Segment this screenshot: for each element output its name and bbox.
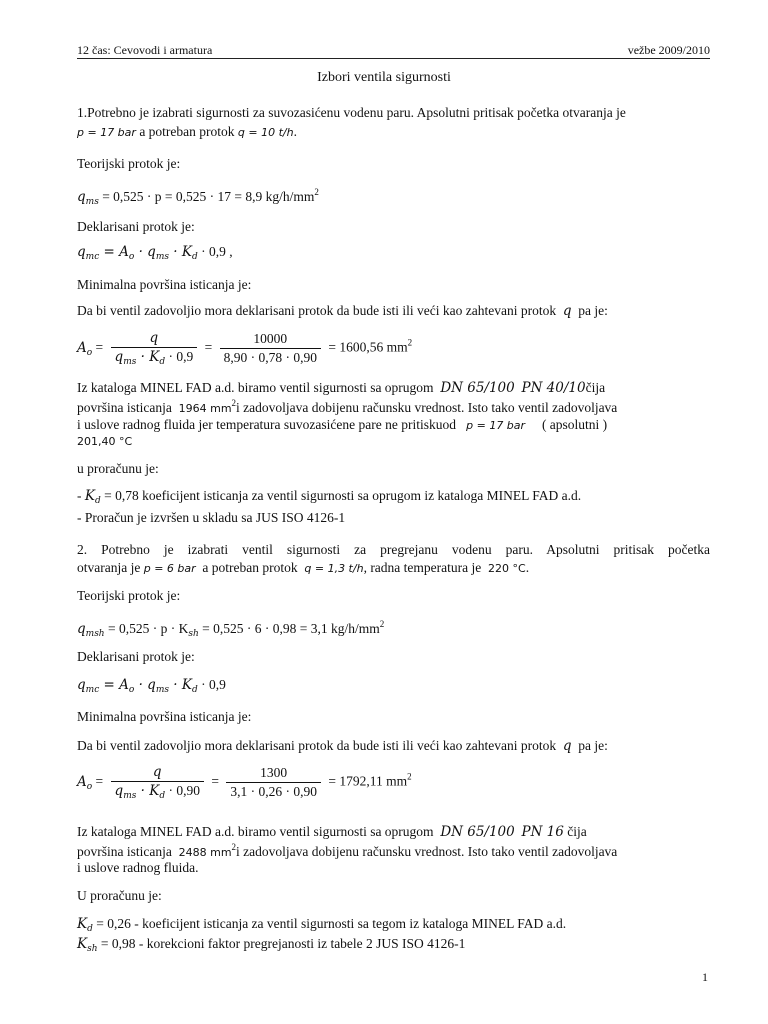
p2-ao-den-tail: · 0,90 — [165, 783, 200, 798]
p2-qmc-symbol: q — [77, 677, 86, 693]
p2-ao-den-value: 3,1 · 0,26 · 0,90 — [230, 784, 317, 799]
p1-catalog-line3 — [77, 417, 607, 433]
p2-qmc-q: · q — [134, 677, 156, 693]
p1-ao-fraction-values — [220, 331, 321, 366]
p2-area: 2488 mm — [178, 846, 232, 859]
p1-area-sup: 2 — [231, 398, 237, 408]
p1-ao-den-k-sub: d — [159, 357, 166, 367]
p1-ao-result-sup: 2 — [407, 337, 413, 348]
p2-catalog-line2 — [77, 842, 617, 860]
p2-cat2-text: površina isticanja — [77, 844, 172, 859]
p1-ao-den-k: · K — [136, 349, 160, 365]
p2-ao-result-sup: 2 — [407, 771, 412, 782]
p1-temp-value: 201,40 °C — [77, 435, 133, 448]
p1-area: 1964 mm — [178, 402, 232, 415]
p2-intro-line1: 2. Potrebno je izabrati ventil sigurnosti za pregrejanu vodenu paru. Apsolutni pritisak početka — [77, 542, 710, 557]
p2-qmsh-equation — [77, 619, 384, 639]
p2-ao-fraction — [111, 764, 204, 801]
p1-dn: DN 65/100 — [440, 380, 515, 396]
p2-catalog-line1 — [77, 824, 587, 840]
p1-qmc-q: · q — [134, 244, 156, 260]
p1-intro-end: . — [293, 124, 297, 139]
p2-intro-b1: otvaranja je — [77, 560, 141, 575]
p1-cat3-pressure: p = 17 bar — [466, 419, 526, 432]
p1-kd-sub: d — [94, 496, 101, 506]
p2-qmc-equation — [77, 677, 226, 695]
p2-condition — [77, 738, 608, 754]
p2-cond-text: Da bi ventil zadovoljio mora deklarisani protok da bude isti ili veći kao zahtevani protok — [77, 738, 557, 753]
p1-qms-sup: 2 — [314, 187, 319, 197]
p2-pressure: p = 6 bar — [143, 562, 196, 575]
p2-ao-symbol: $A_o$ — [77, 773, 93, 792]
p2-qmc-tail: · 0,9 — [197, 677, 226, 692]
p2-cat2-end: i zadovoljava dobijenu računsku vrednost. Isto tako ventil zadovoljava — [236, 844, 618, 859]
p2-kd-symbol: K — [77, 916, 88, 932]
p1-ao-symbol: $A_o$ — [77, 339, 93, 358]
p2-intro-b2: a potreban protok — [202, 560, 298, 575]
p2-intro-b4: . — [525, 560, 530, 575]
p2-qmc-k: · K — [168, 677, 192, 693]
p2-ao-num: q — [111, 764, 204, 782]
p2-ao-den-q: q — [114, 783, 124, 799]
p2-qmc-q-sub: ms — [155, 685, 169, 695]
p1-intro-line1: 1.Potrebno je izabrati sigurnosti za suvozasićenu vodenu paru. Apsolutni pritisak početka otvaranja je — [77, 105, 626, 120]
p2-area-sup: 2 — [231, 842, 237, 852]
p1-uproc: u proračunu je: — [77, 461, 159, 476]
p2-dekl-label: Deklarisani protok je: — [77, 649, 195, 664]
p2-qmc-sub: mc — [85, 685, 100, 695]
p1-qms-equation — [77, 187, 319, 207]
p2-ksh-sub: sh — [87, 944, 98, 954]
p2-teor-label: Teorijski protok je: — [77, 588, 181, 603]
p2-ao-den-k-sub: d — [159, 791, 166, 801]
p1-qmc-sub: mc — [85, 252, 100, 262]
p1-kd-symbol: K — [84, 488, 95, 504]
p1-intro-line2 — [77, 124, 297, 140]
p2-ksh-line — [77, 936, 465, 954]
p2-ao-fraction-values — [226, 765, 321, 800]
p2-kd-text: - koeficijent isticanja za ventil sigurnosti sa tegom iz kataloga MINEL FAD a.d. — [130, 916, 567, 931]
p1-cat-end: čija — [585, 380, 606, 395]
p1-qms-symbol: q — [77, 189, 86, 205]
p1-ao-fraction — [111, 330, 198, 367]
p1-qmc-symbol: q — [77, 244, 86, 260]
p1-ao-den-q: q — [114, 349, 124, 365]
p2-min-label: Minimalna površina isticanja je: — [77, 709, 252, 724]
p2-ksh-value: = 0,98 — [97, 936, 136, 951]
p1-cat-text: Iz kataloga MINEL FAD a.d. biramo ventil sigurnosti sa oprugom — [77, 380, 434, 395]
p2-flow: q = 1,3 t/h — [304, 562, 364, 575]
p2-cond-end: pa je: — [578, 738, 608, 753]
p1-qmc-k-sub: d — [191, 252, 198, 262]
p1-ao-equation: $A_o$ = $\frac{q}{q_{ms} \cdot K_d \cdot 0,9}$ = $\frac{10000}{8,90 \cdot 0,78 \cdot 0,90}$ = 1600,56 $mm^2$ — [77, 330, 413, 367]
p2-ksh-symbol: K — [77, 936, 88, 952]
p2-qmsh-symbol: q — [77, 621, 86, 637]
p2-qmsh-rhs-sub: sh — [188, 629, 199, 639]
p1-cond-end: pa je: — [578, 303, 608, 318]
page-number: 1 — [702, 970, 708, 984]
p1-condition — [77, 303, 608, 319]
p2-ao-result: = 1792,11 mm — [328, 773, 408, 789]
p1-cond-text: Da bi ventil zadovoljio mora deklarisani protok da bude isti ili veći kao zahtevani protok — [77, 303, 557, 318]
p1-teor-label: Teorijski protok je: — [77, 156, 181, 171]
p2-qmc-a-sub: o — [128, 685, 135, 695]
p1-cat2-end: i zadovoljava dobijenu računsku vrednost. Isto tako ventil zadovoljava — [236, 400, 618, 415]
p1-ao-num-value: 10000 — [220, 331, 321, 349]
p1-catalog-line2 — [77, 398, 617, 416]
p1-qmc-q-sub: ms — [155, 252, 169, 262]
p1-ao-num: q — [111, 330, 198, 348]
p2-cond-q: q — [562, 738, 572, 754]
running-header — [77, 43, 710, 59]
p2-ao-equation: $A_o$ = $\frac{q}{q_{ms} \cdot K_d \cdot 0,90}$ = $\frac{1300}{3,1 \cdot 0,26 \cdot 0,90}$ = 1792,11 $mm^2$ — [77, 764, 412, 801]
p2-ao-den — [111, 782, 204, 801]
p1-qmc-k: · K — [168, 244, 192, 260]
p1-cat2-text: površina isticanja — [77, 400, 172, 415]
p1-ao-den-value: 8,90 · 0,78 · 0,90 — [223, 350, 317, 365]
p1-kd-dash: - — [77, 488, 85, 503]
p1-qms-sub: ms — [85, 197, 99, 207]
p2-qmc-a: = A — [99, 677, 129, 693]
p1-pn: PN 40/10 — [521, 380, 586, 396]
p1-min-label: Minimalna površina isticanja je: — [77, 277, 252, 292]
p1-cat3-end: ( apsolutni ) — [541, 417, 608, 432]
p2-ao-den-k: · K — [136, 783, 160, 799]
p2-intro-b3: , radna temperatura je — [363, 560, 482, 575]
p2-ao-den-q-sub: ms — [123, 791, 137, 801]
p1-kd-text: koeficijent isticanja za ventil sigurnosti sa oprugom iz kataloga MINEL FAD a.d. — [138, 488, 582, 503]
p1-ao-den — [111, 348, 198, 367]
page-title: Izbori ventila sigurnosti — [317, 70, 451, 85]
header-left: 12 čas: Cevovodi i armatura — [77, 43, 213, 57]
p1-ao-result: = 1600,56 mm — [328, 339, 408, 355]
p1-ao-den-tail: · 0,9 — [165, 349, 194, 364]
p1-intro-mid: a potreban protok — [135, 124, 238, 139]
p1-kd-value: = 0,78 — [100, 488, 139, 503]
p2-ao-num-value: 1300 — [226, 765, 321, 783]
p2-kd-line — [77, 916, 566, 934]
p1-qmc-a-sub: o — [128, 252, 135, 262]
p2-kd-value: = 0,26 — [92, 916, 131, 931]
p1-cat3-text: i uslove radnog fluida jer temperatura suvozasićene pare ne pritiskuod — [77, 417, 456, 432]
p2-cat-text: Iz kataloga MINEL FAD a.d. biramo ventil sigurnosti sa oprugom — [77, 824, 434, 839]
p1-kd-line — [77, 488, 581, 506]
p1-dekl-label: Deklarisani protok je: — [77, 219, 195, 234]
p1-cond-q: q — [562, 303, 572, 319]
p2-cat-end: čija — [567, 824, 587, 839]
p2-uproc: U proračunu je: — [77, 888, 162, 903]
p1-pressure: p = 17 bar — [77, 126, 136, 139]
p2-pn: PN 16 — [521, 824, 564, 840]
p2-qmsh-rhs2: = 0,525 · 6 · 0,98 = 3,1 kg/h/mm — [198, 621, 380, 636]
p2-qmsh-rhs: = 0,525 · p · K — [104, 621, 189, 636]
header-right: vežbe 2009/2010 — [627, 43, 710, 57]
p1-qmc-tail: · 0,9 , — [197, 244, 233, 259]
p1-ao-den-q-sub: ms — [123, 357, 137, 367]
p1-qmc-a: = A — [99, 244, 129, 260]
p2-kd-sub: d — [87, 924, 93, 934]
p2-qmsh-sub: msh — [85, 629, 105, 639]
p1-temp — [77, 433, 132, 449]
p2-dn: DN 65/100 — [440, 824, 515, 840]
p2-temp: 220 °C — [488, 562, 526, 575]
p1-catalog-line1 — [77, 380, 605, 396]
p2-catalog-line3: i uslove radnog fluida. — [77, 860, 199, 875]
p1-jus: - Proračun je izvršen u skladu sa JUS ISO 4126-1 — [77, 510, 346, 525]
p2-ksh-text: - korekcioni faktor pregrejanosti iz tabele 2 JUS ISO 4126-1 — [135, 936, 466, 951]
p2-intro-line2 — [77, 560, 529, 576]
p1-qmc-equation — [77, 244, 233, 262]
p2-qmsh-sup: 2 — [379, 619, 385, 629]
p1-qms-rhs: = 0,525 · p = 0,525 · 17 = 8,9 kg/h/mm — [98, 189, 315, 204]
p1-flow: q = 10 t/h — [237, 126, 294, 139]
p2-qmc-k-sub: d — [191, 685, 198, 695]
